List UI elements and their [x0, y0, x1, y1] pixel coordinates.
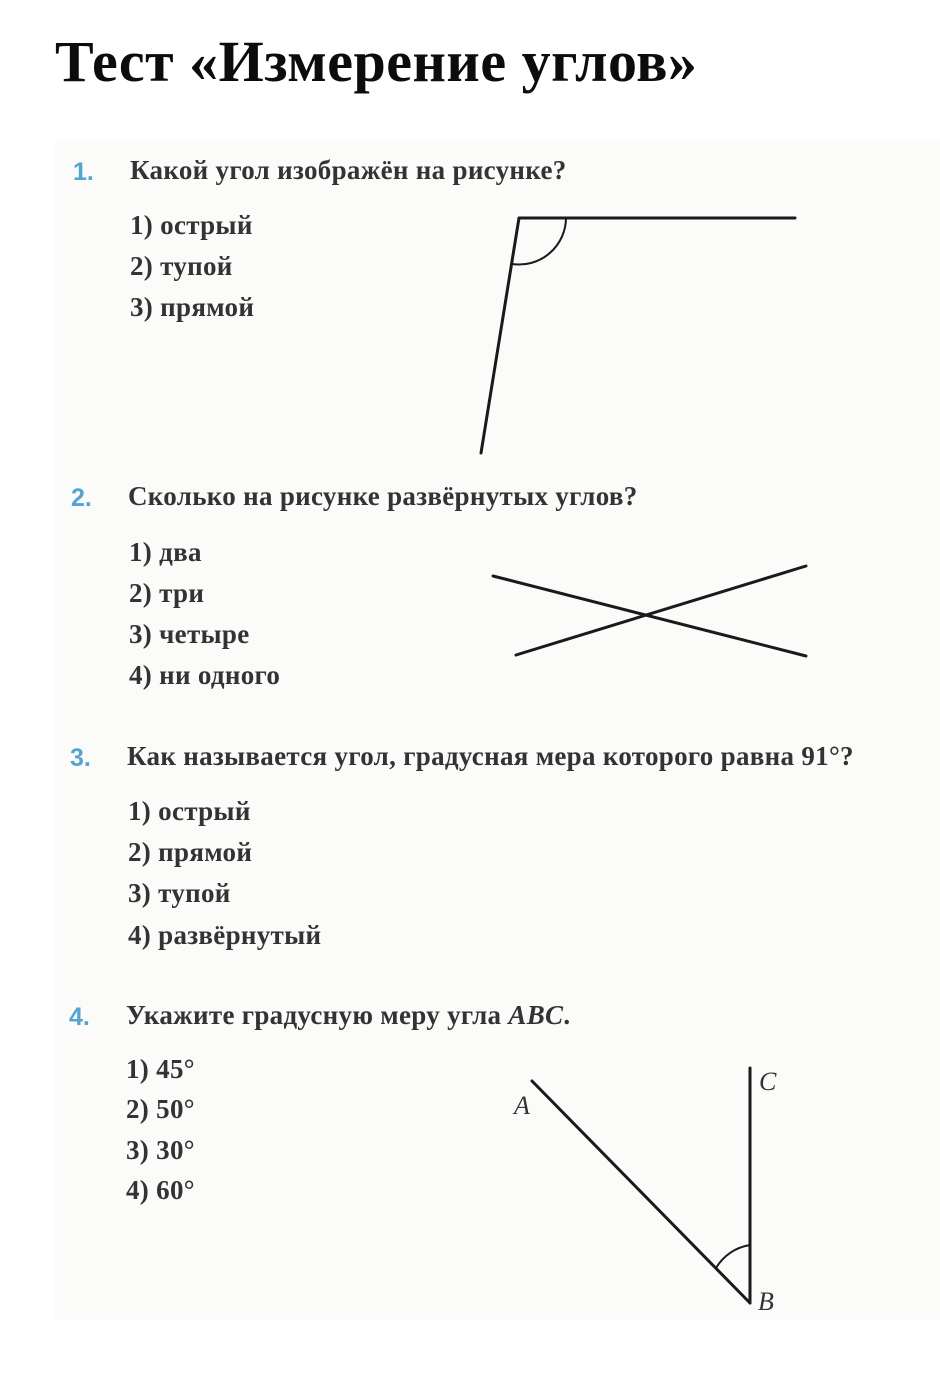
- figure-4-angle-arc: [716, 1245, 750, 1268]
- question-4-text-angle: ABC: [508, 1000, 564, 1030]
- figure-4-ray-ba: [532, 1081, 750, 1303]
- question-1-answer-2[interactable]: 2) тупой: [130, 251, 233, 281]
- question-2-number: 2.: [71, 484, 92, 512]
- question-1-answer-1[interactable]: 1) острый: [130, 210, 253, 240]
- question-3-answer-2[interactable]: 2) прямой: [128, 837, 253, 867]
- question-4-text-suffix: .: [563, 1000, 571, 1030]
- question-4-text-prefix: Укажите градусную меру угла: [126, 1000, 509, 1030]
- question-1-number: 1.: [73, 158, 94, 186]
- question-3-answer-4[interactable]: 4) развёрнутый: [128, 920, 322, 950]
- figure-1-angle: [481, 218, 795, 453]
- figure-2-intersecting-lines: [493, 566, 806, 656]
- question-3-answer-3[interactable]: 3) тупой: [128, 878, 231, 908]
- question-3-answer-1[interactable]: 1) острый: [128, 796, 251, 826]
- figure-4-label-b: B: [758, 1287, 774, 1316]
- figure-4-label-c: C: [759, 1067, 777, 1096]
- page-title: Тест «Измерение углов»: [55, 29, 698, 94]
- figure-1-angle-arc: [512, 218, 566, 265]
- question-2-answer-2[interactable]: 2) три: [129, 578, 205, 608]
- question-3-number: 3.: [70, 744, 91, 772]
- question-1-text: Какой угол изображён на рисунке?: [130, 155, 567, 185]
- question-4-answer-1[interactable]: 1) 45°: [126, 1054, 195, 1084]
- question-4-answer-3[interactable]: 3) 30°: [126, 1135, 195, 1165]
- question-3-text: Как называется угол, градусная мера которого равна 91°?: [127, 741, 854, 771]
- figure-2-line-2: [516, 566, 806, 655]
- question-2-answer-3[interactable]: 3) четыре: [129, 619, 250, 649]
- question-4-answer-2[interactable]: 2) 50°: [126, 1094, 195, 1124]
- question-2-answer-4[interactable]: 4) ни одного: [129, 660, 281, 690]
- figure-2-line-1: [493, 576, 806, 656]
- question-4-number: 4.: [69, 1003, 90, 1031]
- figure-4-label-a: A: [514, 1091, 530, 1120]
- question-4-answer-4[interactable]: 4) 60°: [126, 1175, 195, 1205]
- figure-1-ray-down: [481, 218, 519, 453]
- question-1-answer-3[interactable]: 3) прямой: [130, 292, 255, 322]
- figure-4-angle-abc: [532, 1068, 750, 1303]
- question-2-text: Сколько на рисунке развёрнутых углов?: [128, 481, 638, 511]
- question-2-answer-1[interactable]: 1) два: [129, 537, 202, 567]
